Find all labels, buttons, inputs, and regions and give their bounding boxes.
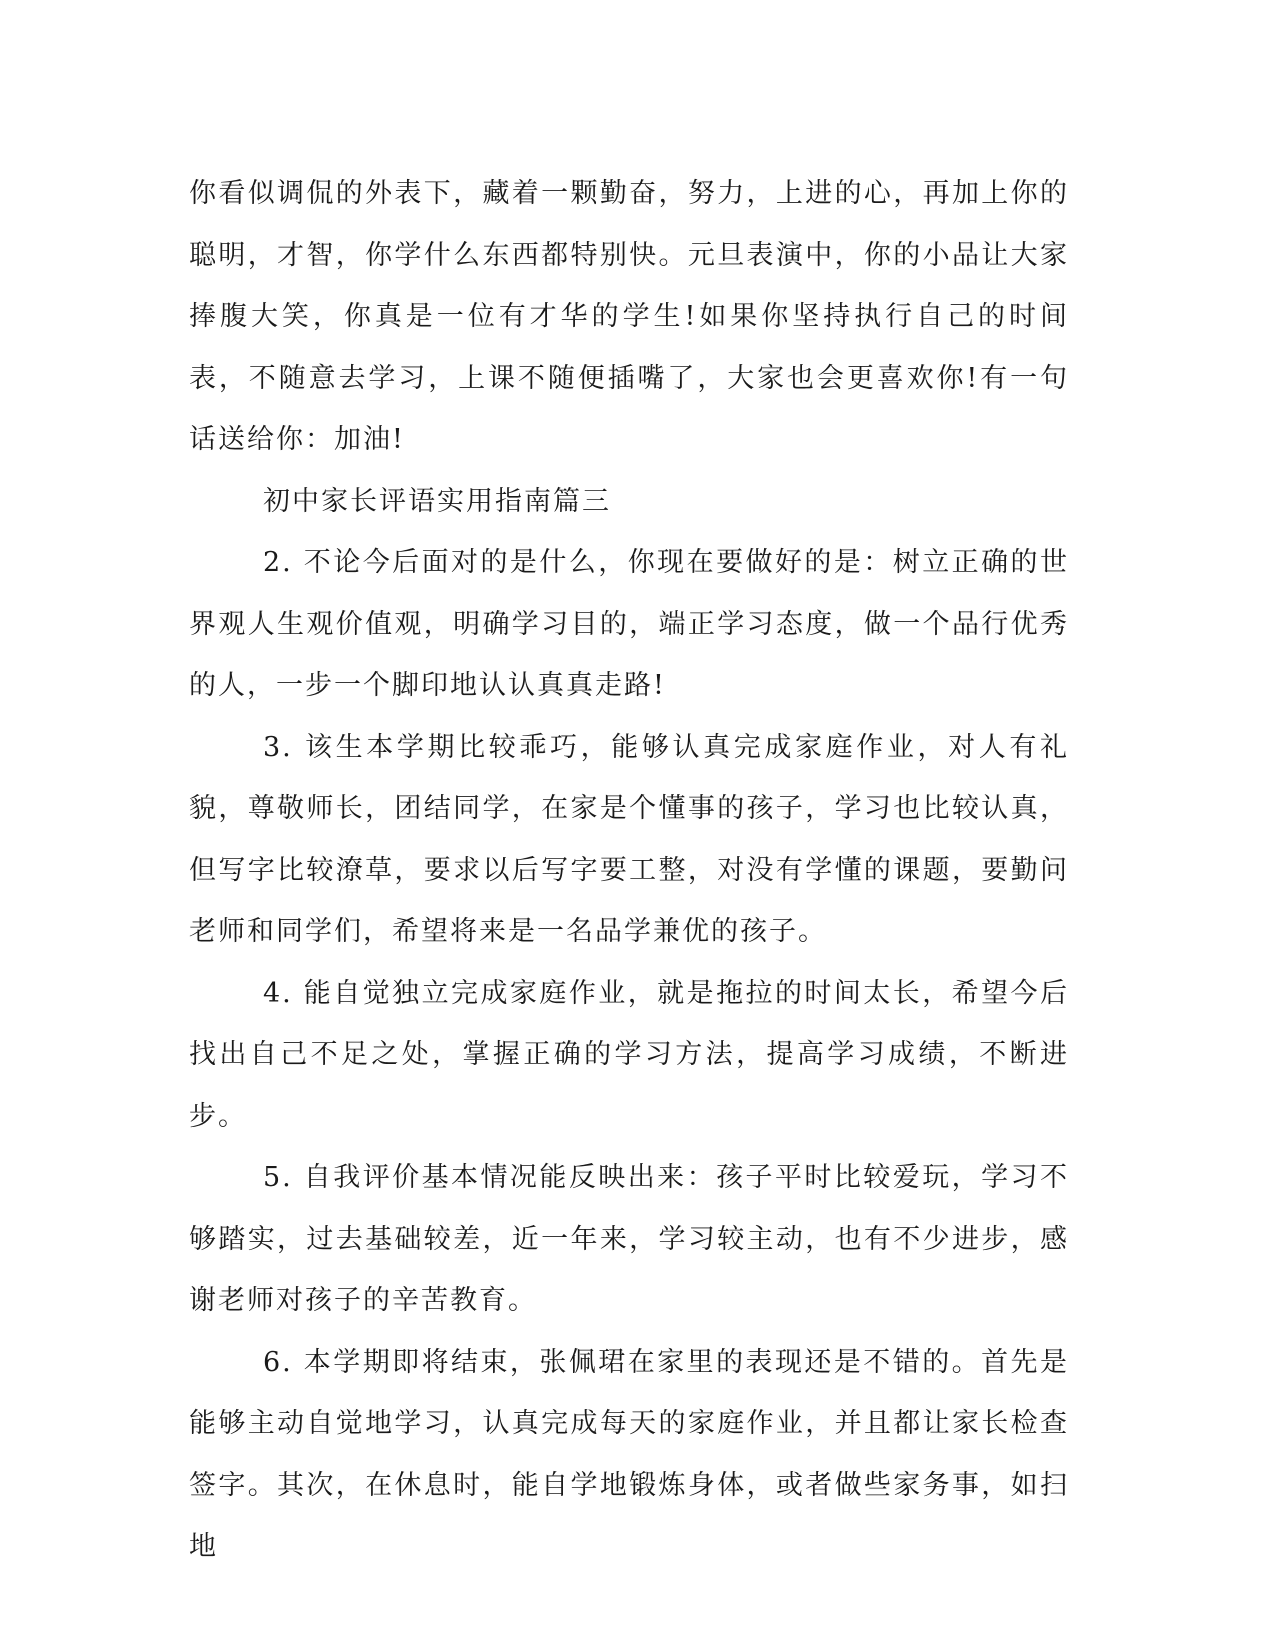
document-body	[189, 163, 1069, 1578]
paragraph-5: 5. 自我评价基本情况能反映出来：孩子平时比较爱玩，学习不够踏实，过去基础较差，近一年来，学习较主动，也有不少进步，感谢老师对孩子的辛苦教育。	[189, 1162, 1069, 1316]
section-heading: 初中家长评语实用指南篇三	[263, 485, 611, 517]
paragraph-1: 你看似调侃的外表下，藏着一颗勤奋，努力，上进的心，再加上你的聪明，才智，你学什么东西都特别快。元旦表演中，你的小品让大家捧腹大笑，你真是一位有才华的学生!如果你坚持执行自己的时间表，不随意去学习，上课不随便插嘴了，大家也会更喜欢你!有一句话送给你：加油!	[189, 178, 1069, 455]
paragraph-2: 2. 不论今后面对的是什么，你现在要做好的是：树立正确的世界观人生观价值观，明确学习目的，端正学习态度，做一个品行优秀的人，一步一个脚印地认认真真走路!	[189, 547, 1069, 701]
paragraph-3: 3. 该生本学期比较乖巧，能够认真完成家庭作业，对人有礼貌，尊敬师长，团结同学，在家是个懂事的孩子，学习也比较认真，但写字比较潦草，要求以后写字要工整，对没有学懂的课题，要勤问老师和同学们，希望将来是一名品学兼优的孩子。	[189, 731, 1069, 947]
paragraph-4: 4. 能自觉独立完成家庭作业，就是拖拉的时间太长，希望今后找出自己不足之处，掌握正确的学习方法，提高学习成绩，不断进步。	[189, 977, 1069, 1132]
paragraph-6: 6. 本学期即将结束，张佩珺在家里的表现还是不错的。首先是能够主动自觉地学习，认真完成每天的家庭作业，并且都让家长检查签字。其次，在休息时，能自学地锻炼身体，或者做些家务事，如扫地	[189, 1346, 1069, 1562]
